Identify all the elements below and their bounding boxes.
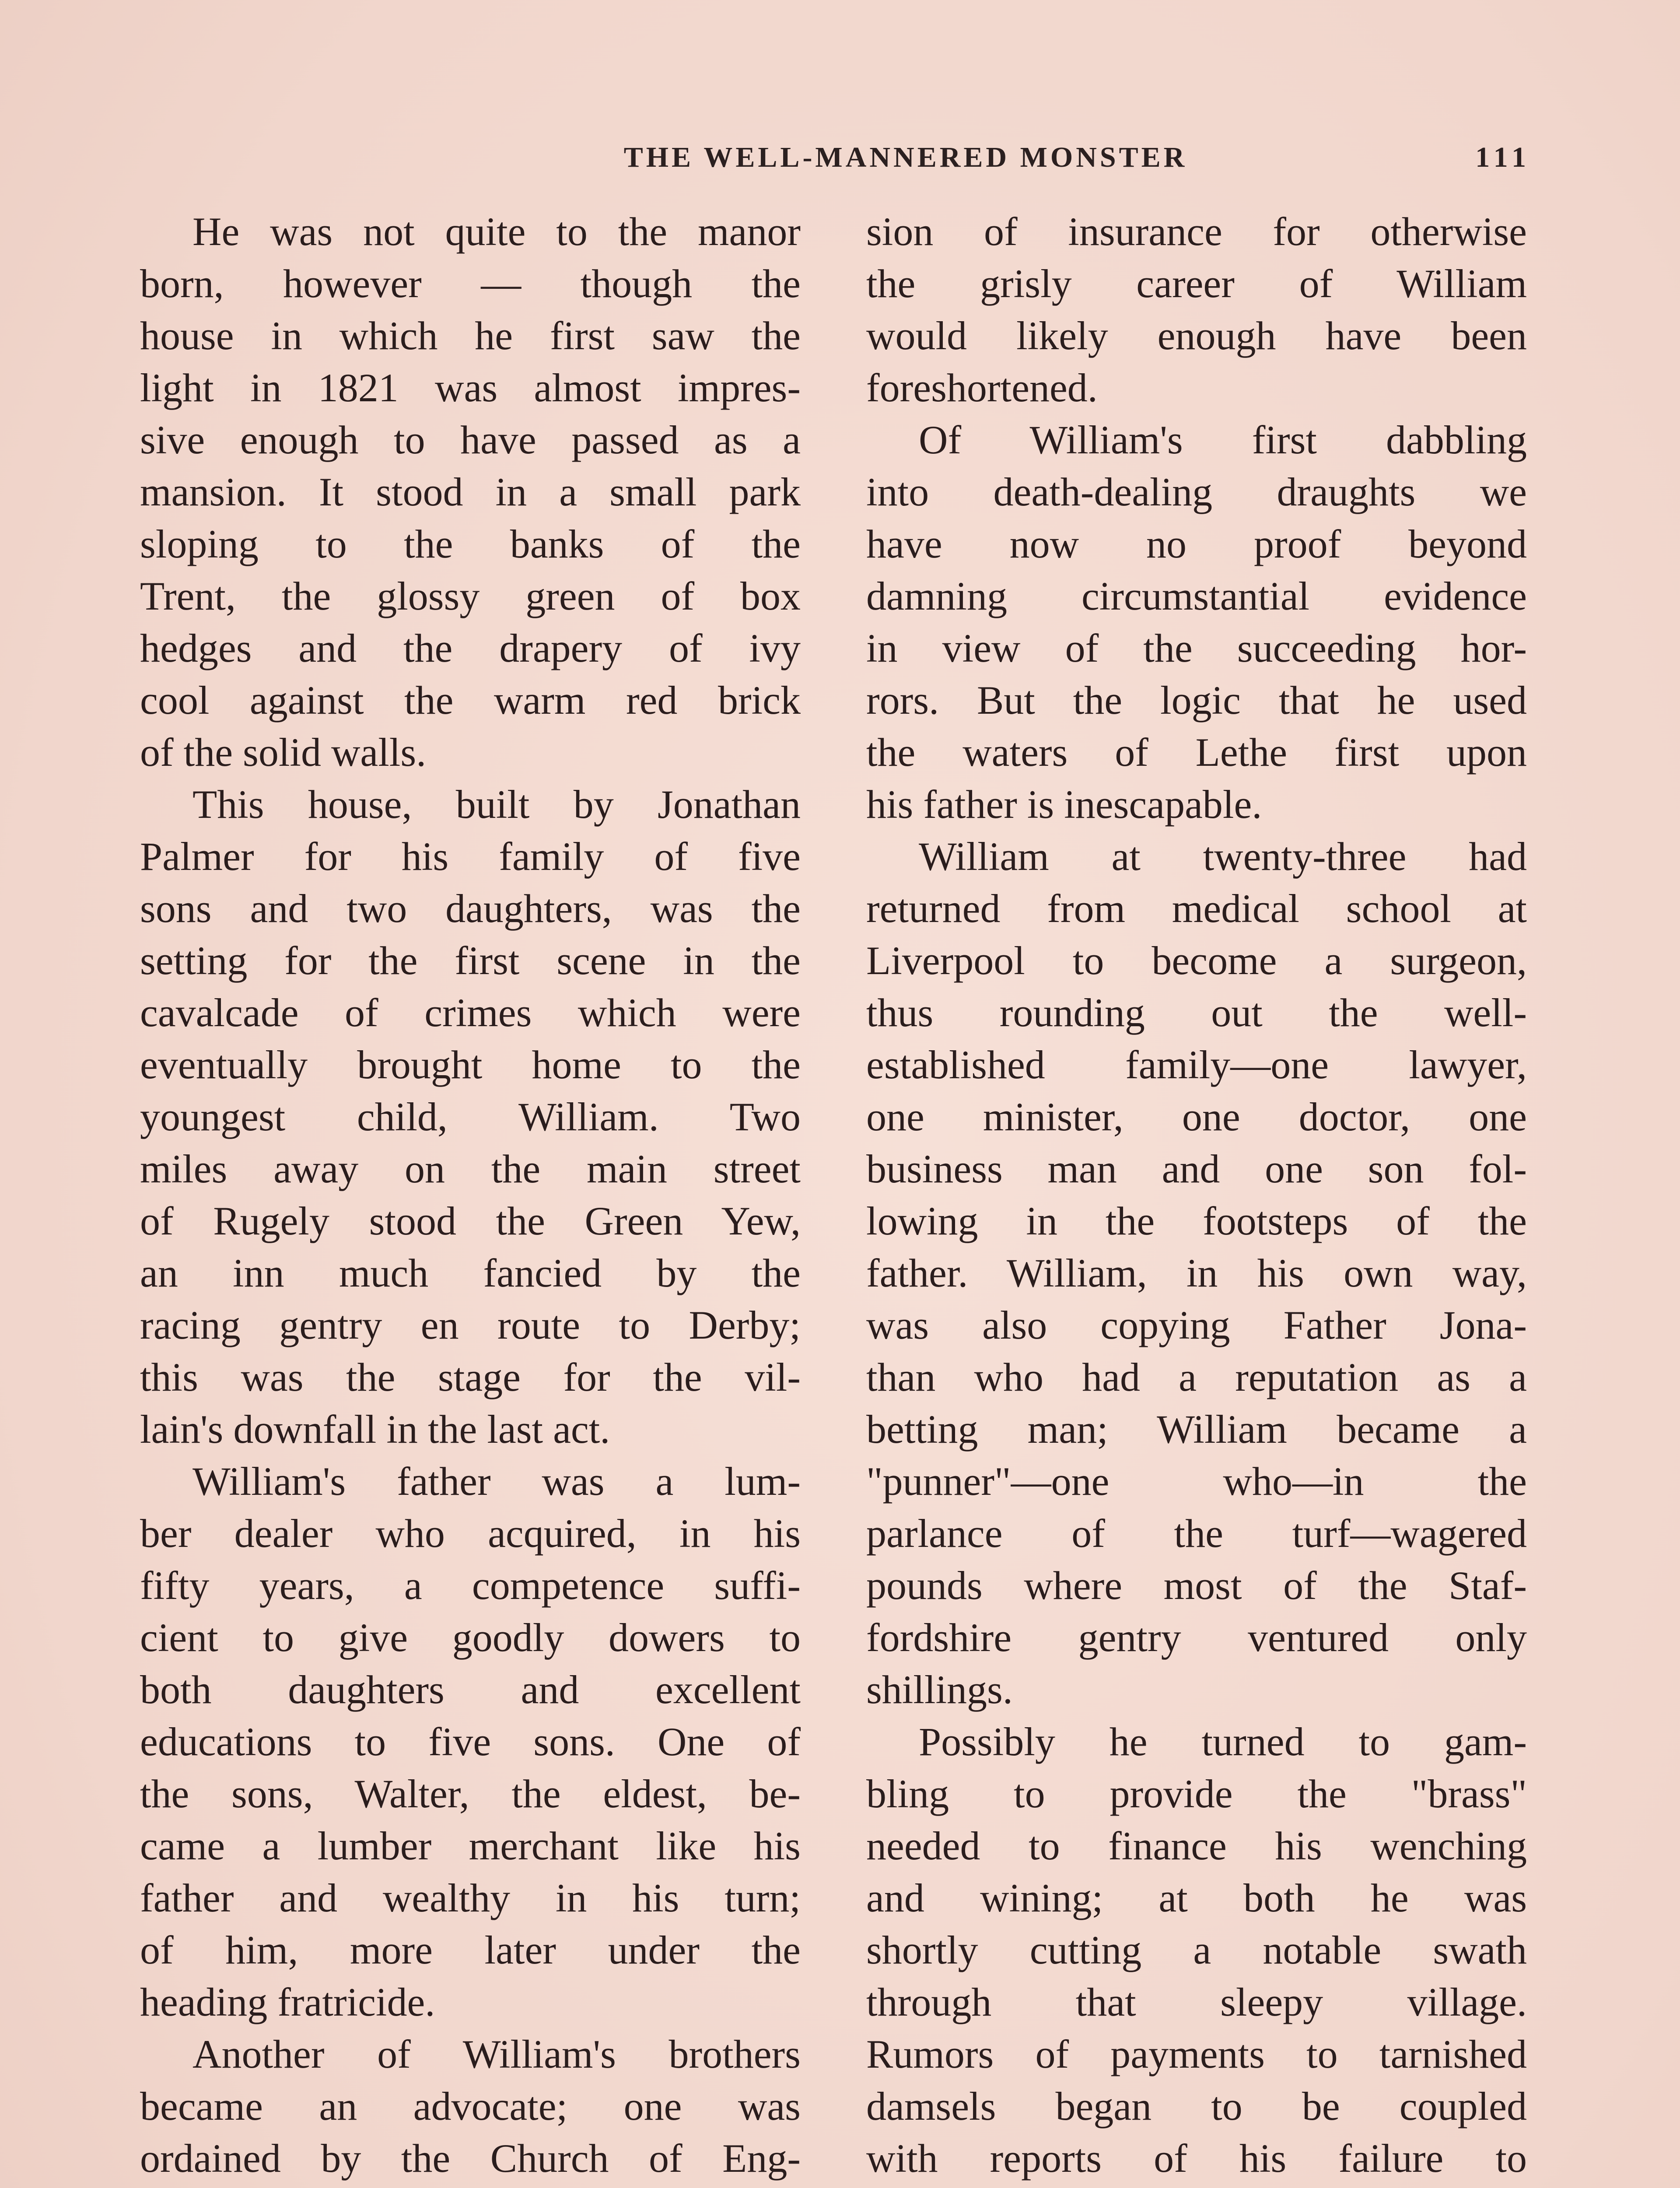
text-line: born, however — though the [140, 261, 801, 306]
text-line: setting for the first scene in the [140, 938, 801, 983]
text-line: This house, built by Jonathan [192, 782, 801, 827]
text-line: business man and one son fol- [866, 1147, 1527, 1191]
text-line: with reports of his failure to [866, 2136, 1527, 2181]
text-line: Palmer for his family of five [140, 834, 801, 879]
text-line: foreshortened. [866, 365, 1098, 410]
text-line: damsels began to be coupled [866, 2084, 1527, 2128]
text-line: hedges and the drapery of ivy [140, 626, 801, 670]
text-line: racing gentry en route to Derby; [140, 1303, 801, 1347]
text-line: youngest child, William. Two [140, 1094, 801, 1139]
text-line [866, 2184, 1527, 2188]
text-line: parlance of the turf—wagered [866, 1511, 1527, 1556]
text-line: ber dealer who acquired, in his [140, 1511, 801, 1556]
text-line: fordshire gentry ventured only [866, 1615, 1527, 1660]
text-line: sons and two daughters, was the [140, 886, 801, 931]
text-line: heading fratricide. [140, 1980, 435, 2024]
text-line: Another of William's brothers [192, 2032, 801, 2076]
text-line: William's father was a lum- [192, 1459, 801, 1504]
text-line: the grisly career of William [866, 261, 1527, 306]
text-line: damning circumstantial evidence [866, 574, 1527, 618]
text-line: the waters of Lethe first upon [866, 730, 1527, 775]
text-line: thus rounding out the well- [866, 990, 1527, 1035]
text-line: needed to finance his wenching [866, 1823, 1527, 1868]
text-line: Of William's first dabbling [919, 417, 1527, 462]
text-line: became an advocate; one was [140, 2084, 801, 2128]
text-line: pounds where most of the Staf- [866, 1563, 1527, 1608]
text-line: betting man; William became a [866, 1407, 1527, 1452]
text-line: into death-dealing draughts we [866, 470, 1527, 514]
text-line: in view of the succeeding hor- [866, 626, 1527, 670]
text-line: rors. But the logic that he used [866, 678, 1527, 722]
text-line: house in which he first saw the [140, 313, 801, 358]
text-line: would likely enough have been [866, 313, 1527, 358]
text-line: He was not quite to the manor [192, 209, 801, 254]
text-line: lowing in the footsteps of the [866, 1199, 1527, 1243]
text-line: his father is inescapable. [866, 782, 1262, 827]
text-line: cient to give goodly dowers to [140, 1615, 801, 1660]
text-line: lain's downfall in the last act. [140, 1407, 610, 1452]
text-line: of Rugely stood the Green Yew, [140, 1199, 801, 1243]
text-line: returned from medical school at [866, 886, 1527, 931]
text-line: sloping to the banks of the [140, 522, 801, 566]
text-line: have now no proof beyond [866, 522, 1527, 566]
text-line [140, 2184, 801, 2188]
text-line: shillings. [866, 1667, 1013, 1712]
text-line: an inn much fancied by the [140, 1251, 801, 1295]
text-line: of the solid walls. [140, 730, 427, 775]
text-line: Rumors of payments to tarnished [866, 2032, 1527, 2076]
text-line: sion of insurance for otherwise [866, 209, 1527, 254]
text-line: mansion. It stood in a small park [140, 470, 801, 514]
text-line: educations to five sons. One of [140, 1719, 801, 1764]
text-line: eventually brought home to the [140, 1042, 801, 1087]
text-line: than who had a reputation as a [866, 1355, 1527, 1399]
text-line: William at twenty-three had [919, 834, 1527, 879]
text-line: of him, more later under the [140, 1928, 801, 1972]
text-line: both daughters and excellent [140, 1667, 801, 1712]
text-line: fifty years, a competence suffi- [140, 1563, 801, 1608]
text-line: came a lumber merchant like his [140, 1823, 801, 1868]
text-line: "punner"—one who—in the [866, 1459, 1527, 1504]
text-line: father. William, in his own way, [866, 1251, 1527, 1295]
running-title: THE WELL-MANNERED MONSTER [623, 141, 1188, 173]
text-line: bling to provide the "brass" [866, 1771, 1527, 1816]
text-line: cavalcade of crimes which were [140, 990, 801, 1035]
text-line: Possibly he turned to gam- [919, 1719, 1527, 1764]
text-line: the sons, Walter, the eldest, be- [140, 1771, 801, 1816]
text-line: this was the stage for the vil- [140, 1355, 801, 1399]
text-line: and wining; at both he was [866, 1876, 1527, 1920]
text-line: ordained by the Church of Eng- [140, 2136, 801, 2181]
text-line: one minister, one doctor, one [866, 1094, 1527, 1139]
text-line: miles away on the main street [140, 1147, 801, 1191]
text-line: Trent, the glossy green of box [140, 574, 801, 618]
text-line: established family—one lawyer, [866, 1042, 1527, 1087]
text-line: Liverpool to become a surgeon, [866, 938, 1527, 983]
text-line: shortly cutting a notable swath [866, 1928, 1527, 1972]
text-line: light in 1821 was almost impres- [140, 365, 801, 410]
right-text-column [866, 206, 1527, 2188]
text-line: sive enough to have passed as a [140, 417, 801, 462]
text-line: was also copying Father Jona- [866, 1303, 1527, 1347]
running-head [140, 131, 1531, 184]
text-line: father and wealthy in his turn; [140, 1876, 801, 1920]
page-number: 111 [1475, 141, 1531, 173]
text-line: cool against the warm red brick [140, 678, 801, 722]
left-text-column [140, 206, 801, 2188]
text-line: through that sleepy village. [866, 1980, 1527, 2024]
